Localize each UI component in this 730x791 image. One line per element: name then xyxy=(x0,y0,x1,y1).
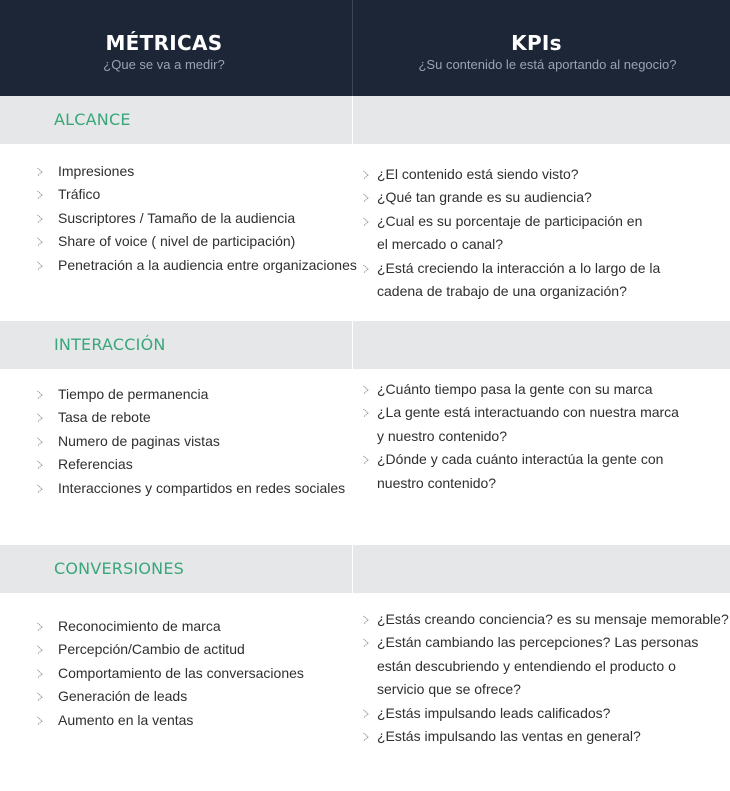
section-band-conversiones xyxy=(0,545,730,593)
list-item xyxy=(36,453,345,476)
metricas-header xyxy=(0,30,352,73)
list-item xyxy=(362,163,660,186)
metricas-subtitle: ¿Que se va a medir? xyxy=(103,57,225,72)
section-band-alcance xyxy=(0,96,730,144)
chevron-right-icon xyxy=(362,210,376,233)
metric-text: Tasa de rebote xyxy=(58,409,151,426)
metricas-title: MÉTRICAS xyxy=(105,31,223,55)
list-item xyxy=(362,186,660,209)
kpi-text: ¿El contenido está siendo visto? xyxy=(377,166,579,182)
chevron-right-icon xyxy=(362,186,376,209)
list-item xyxy=(36,638,304,661)
list-item xyxy=(36,230,357,253)
metric-text: Impresiones xyxy=(58,163,135,179)
chevron-right-icon xyxy=(36,453,50,476)
metric-text: Aumento en la ventas xyxy=(58,711,194,728)
metric-text: Tráfico xyxy=(58,186,101,203)
list-item xyxy=(362,702,729,725)
list-item xyxy=(36,383,345,406)
section-title: CONVERSIONES xyxy=(54,559,185,578)
list-item-continuation xyxy=(362,655,729,678)
metrics-list-conversiones xyxy=(36,615,304,732)
kpi-text: cadena de trabajo de una organización? xyxy=(377,282,627,299)
list-item xyxy=(362,725,729,748)
chevron-right-icon xyxy=(36,406,50,429)
kpis-list-interaccion xyxy=(362,378,679,495)
metrics-list-interaccion xyxy=(36,383,345,500)
chevron-right-icon xyxy=(36,230,50,253)
metrics-list-alcance xyxy=(36,160,357,277)
list-item xyxy=(36,709,304,732)
kpi-text: ¿Estás impulsando las ventas en general? xyxy=(377,727,641,744)
chevron-right-icon xyxy=(36,183,50,206)
chevron-right-icon xyxy=(36,254,50,277)
kpi-text: ¿Estás impulsando leads calificados? xyxy=(377,704,611,721)
list-item-continuation xyxy=(362,280,660,303)
list-item xyxy=(36,183,357,206)
kpi-text: servicio que se ofrece? xyxy=(377,681,521,698)
chevron-right-icon xyxy=(362,378,376,401)
section-title: ALCANCE xyxy=(54,110,131,129)
list-item xyxy=(36,685,304,708)
table-header xyxy=(0,0,730,96)
list-item xyxy=(36,662,304,685)
list-item xyxy=(362,448,679,471)
list-item-continuation xyxy=(362,425,679,448)
chevron-right-icon xyxy=(362,163,376,186)
chevron-right-icon xyxy=(36,160,50,183)
metric-text: Reconocimiento de marca xyxy=(58,618,221,634)
kpi-text: el mercado o canal? xyxy=(377,236,504,253)
kpis-header xyxy=(353,30,730,73)
kpi-text: ¿La gente está interactuando con nuestra marca xyxy=(377,404,679,421)
chevron-right-icon xyxy=(362,702,376,725)
kpis-subtitle: ¿Su contenido le está aportando al negocio? xyxy=(418,57,677,72)
column-divider xyxy=(352,545,353,593)
kpi-text: ¿Están cambiando las percepciones? Las personas xyxy=(377,634,699,651)
metric-text: Penetración a la audiencia entre organizaciones xyxy=(58,256,357,273)
list-item-continuation xyxy=(362,233,660,256)
kpis-title: KPIs xyxy=(511,31,562,55)
list-item xyxy=(362,401,679,424)
list-item-continuation xyxy=(362,472,679,495)
kpi-text: ¿Cuánto tiempo pasa la gente con su marca xyxy=(377,381,653,397)
list-item xyxy=(36,430,345,453)
list-item xyxy=(36,207,357,230)
list-item xyxy=(362,378,679,401)
chevron-right-icon xyxy=(36,662,50,685)
list-item xyxy=(362,257,660,280)
kpi-text: ¿Estás creando conciencia? es su mensaje memorable? xyxy=(377,611,729,627)
column-divider xyxy=(352,96,353,144)
metric-text: Share of voice ( nivel de participación) xyxy=(58,233,296,250)
kpi-text: nuestro contenido? xyxy=(377,474,497,491)
chevron-right-icon xyxy=(362,725,376,748)
metric-text: Interacciones y compartidos en redes sociales xyxy=(58,479,346,496)
list-item xyxy=(36,160,357,183)
kpi-text: están descubriendo y entendiendo el producto o xyxy=(377,657,676,674)
chevron-right-icon xyxy=(36,207,50,230)
chevron-right-icon xyxy=(362,608,376,631)
metric-text: Referencias xyxy=(58,456,133,473)
list-item xyxy=(36,477,345,500)
list-item xyxy=(36,615,304,638)
chevron-right-icon xyxy=(362,448,376,471)
list-item xyxy=(36,406,345,429)
chevron-right-icon xyxy=(36,685,50,708)
kpis-list-conversiones xyxy=(362,608,729,748)
column-divider xyxy=(352,321,353,369)
kpi-text: ¿Cual es su porcentaje de participación en xyxy=(377,212,643,229)
list-item xyxy=(362,631,729,654)
section-band-interaccion xyxy=(0,321,730,369)
kpi-text: ¿Dónde y cada cuánto interactúa la gente con xyxy=(377,451,664,468)
chevron-right-icon xyxy=(36,615,50,638)
kpis-list-alcance xyxy=(362,163,660,303)
chevron-right-icon xyxy=(362,257,376,280)
metric-text: Generación de leads xyxy=(58,688,188,705)
kpi-text: y nuestro contenido? xyxy=(377,427,507,444)
metric-text: Suscriptores / Tamaño de la audiencia xyxy=(58,209,296,226)
chevron-right-icon xyxy=(36,709,50,732)
kpi-text: ¿Qué tan grande es su audiencia? xyxy=(377,189,592,206)
kpi-text: ¿Está creciendo la interacción a lo largo de la xyxy=(377,259,661,276)
chevron-right-icon xyxy=(362,631,376,654)
list-item xyxy=(36,254,357,277)
metric-text: Percepción/Cambio de actitud xyxy=(58,641,245,658)
chevron-right-icon xyxy=(36,383,50,406)
list-item xyxy=(362,210,660,233)
metric-text: Numero de paginas vistas xyxy=(58,432,220,449)
section-title: INTERACCIÓN xyxy=(54,335,166,354)
list-item xyxy=(362,608,729,631)
chevron-right-icon xyxy=(362,401,376,424)
metric-text: Tiempo de permanencia xyxy=(58,386,209,402)
list-item-continuation xyxy=(362,678,729,701)
metric-text: Comportamiento de las conversaciones xyxy=(58,664,304,681)
chevron-right-icon xyxy=(36,638,50,661)
chevron-right-icon xyxy=(36,430,50,453)
chevron-right-icon xyxy=(36,477,50,500)
